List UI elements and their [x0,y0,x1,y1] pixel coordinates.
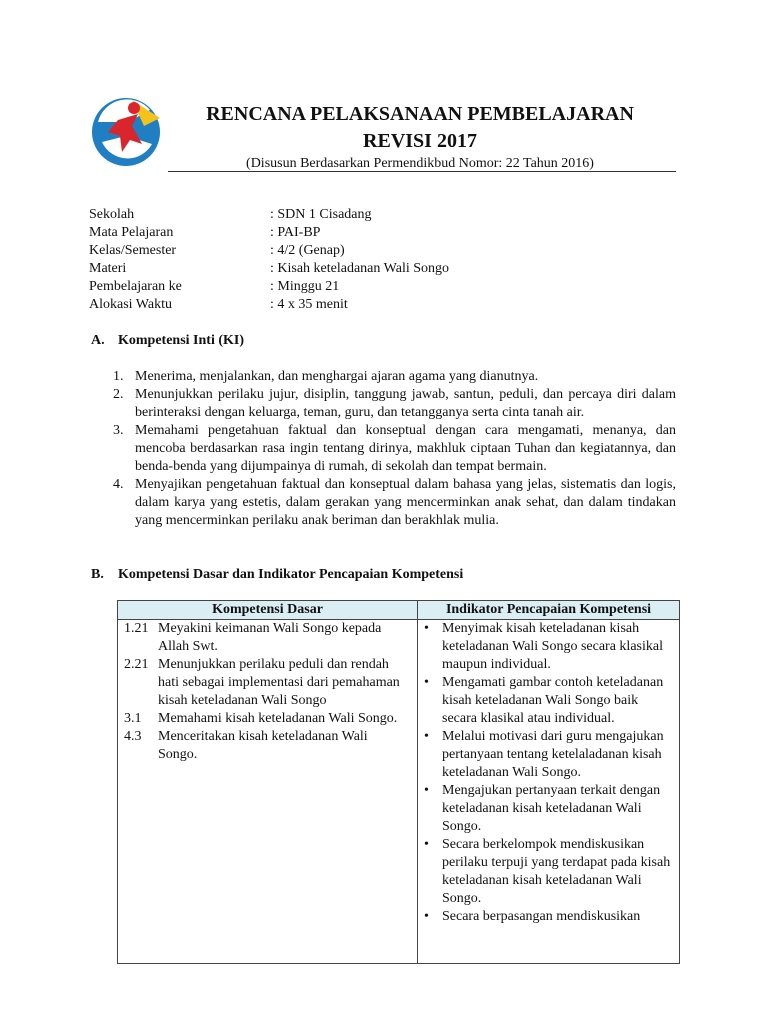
kd-number: 1.21 [124,621,149,636]
identity-label: Alokasi Waktu [89,297,172,312]
indikator-item [418,908,679,926]
table-row [118,620,680,964]
table-header-indikator: Indikator Pencapaian Kompetensi [418,601,680,620]
kurikulum-2013-logo [88,92,166,172]
kd-item [118,710,417,728]
list-item [113,386,676,422]
identity-row-mata-pelajaran [89,224,649,242]
indikator-cell [418,620,680,964]
identity-value: : 4/2 (Genap) [270,243,345,258]
identity-value: : 4 x 35 menit [270,297,348,312]
table-header-kompetensi-dasar: Kompetensi Dasar [118,601,418,620]
identity-row-materi [89,260,649,278]
list-item-text: Menyajikan pengetahuan faktual dan konseptual dalam bahasa yang jelas, sistematis dan logis, dalam karya yang estetis, dalam gerakan yang mencerminkan anak sehat, dan dalam tindakan yang mencerminkan perilaku anak beriman dan berakhlak mulia. [135,477,676,528]
kd-item [118,728,417,764]
indikator-item [418,620,679,674]
indikator-text: Menyimak kisah keteladanan kisah keteladanan Wali Songo secara klasikal maupun individual. [442,621,663,672]
identity-label: Pembelajaran ke [89,279,182,294]
identity-label: Kelas/Semester [89,243,177,258]
indikator-item [418,674,679,728]
indikator-item [418,836,679,908]
identity-label: Materi [89,261,127,276]
list-item-number: 4. [113,477,124,492]
bullet-icon: • [424,783,429,798]
identity-value: : SDN 1 Cisadang [270,207,372,222]
kd-number: 2.21 [124,657,149,672]
kd-text: Menceritakan kisah keteladanan Wali Songo. [158,729,368,762]
identity-row-kelas-semester [89,242,649,260]
indikator-text: Secara berpasangan mendiskusikan [442,909,641,924]
section-letter: A. [91,333,105,348]
identity-label: Sekolah [89,207,135,222]
list-item-number: 1. [113,369,124,384]
indikator-text: Secara berkelompok mendiskusikan perilaku terpuji yang terdapat pada kisah keteladanan kisah keteladanan Wali Songo. [442,837,671,906]
list-item [113,476,676,530]
list-item [113,422,676,476]
list-item-text: Menerima, menjalankan, dan menghargai ajaran agama yang dianutnya. [135,369,539,384]
kd-number: 4.3 [124,729,142,744]
list-item [113,368,676,386]
kompetensi-dasar-table [117,600,680,964]
identity-value: : Kisah keteladanan Wali Songo [270,261,450,276]
document-subtitle: (Disusun Berdasarkan Permendikbud Nomor: 22 Tahun 2016) [246,156,594,171]
identity-label: Mata Pelajaran [89,225,174,240]
identity-block [89,206,649,314]
identity-row-pembelajaran-ke [89,278,649,296]
identity-value: : Minggu 21 [270,279,340,294]
kd-text: Meyakini keimanan Wali Songo kepada Allah Swt. [158,621,382,654]
kompetensi-dasar-cell [118,620,418,964]
bullet-icon: • [424,675,429,690]
section-letter: B. [91,567,104,582]
section-a-heading [91,332,244,350]
kd-number: 3.1 [124,711,142,726]
identity-row-alokasi-waktu [89,296,649,314]
section-b-heading [91,566,463,584]
bullet-icon: • [424,729,429,744]
list-item-text: Memahami pengetahuan faktual dan konseptual dengan cara mengamati, menanya, dan mencoba berdasarkan rasa ingin tentang dirinya, makhluk ciptaan Tuhan dan kegiatannya, dan benda-benda yang dijumpainya di rumah, di sekolah dan tempat bermain. [135,423,676,474]
section-title: Kompetensi Inti (KI) [118,333,244,348]
kd-text: Menunjukkan perilaku peduli dan rendah hati sebagai implementasi dari pemahaman kisah keteladanan Wali Songo [158,657,400,708]
kd-item [118,656,417,710]
list-item-number: 3. [113,423,124,438]
bullet-icon: • [424,837,429,852]
section-title: Kompetensi Dasar dan Indikator Pencapaian Kompetensi [118,567,464,582]
list-item-number: 2. [113,387,124,402]
kompetensi-inti-list [113,368,676,530]
indikator-text: Melalui motivasi dari guru mengajukan pertanyaan tentang ketelaladanan kisah keteladanan Wali Songo. [442,729,664,780]
list-item-text: Menunjukkan perilaku jujur, disiplin, tanggung jawab, santun, peduli, dan percaya diri dalam berinteraksi dengan keluarga, teman, guru, dan tetangganya serta cinta tanah air. [135,387,676,420]
kd-item [118,620,417,656]
bullet-icon: • [424,621,429,636]
indikator-text: Mengamati gambar contoh keteladanan kisah keteladanan Wali Songo baik secara klasikal atau individual. [442,675,664,726]
indikator-item [418,728,679,782]
identity-value: : PAI-BP [270,225,321,240]
table-header-row [118,601,680,620]
indikator-item [418,782,679,836]
identity-row-sekolah [89,206,649,224]
document-title-block [180,102,660,173]
bullet-icon: • [424,909,429,924]
kd-text: Memahami kisah keteladanan Wali Songo. [158,711,398,726]
header-divider [168,171,676,172]
document-revision: REVISI 2017 [363,130,477,152]
document-title: RENCANA PELAKSANAAN PEMBELAJARAN [206,103,634,125]
indikator-text: Mengajukan pertanyaan terkait dengan keteladanan kisah keteladanan Wali Songo. [442,783,661,834]
